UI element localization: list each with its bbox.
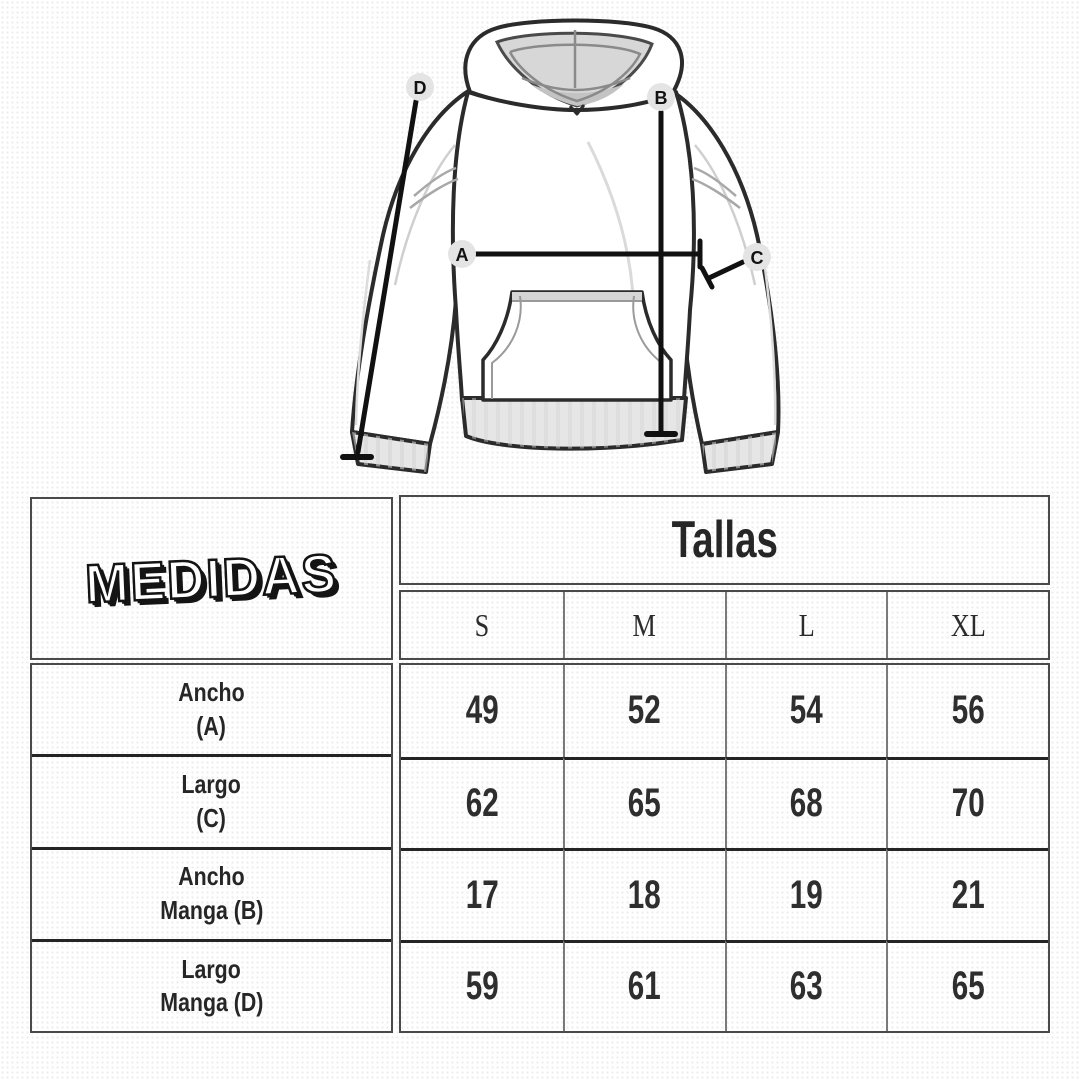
- value-cell: [401, 940, 563, 1032]
- row-label-line: Largo: [181, 769, 242, 800]
- value-cell: [886, 665, 1048, 757]
- size-header-label: M: [632, 606, 657, 643]
- row-label-line: (C): [196, 802, 227, 833]
- value-cell: [725, 757, 887, 849]
- label-d: D: [413, 78, 427, 98]
- size-col-header-xl: [886, 592, 1048, 658]
- value: 54: [789, 688, 823, 733]
- sizes-panel: [399, 495, 1050, 1033]
- tallas-title: Tallas: [671, 511, 778, 569]
- value-cell: [401, 848, 563, 940]
- value-cell: [563, 665, 725, 757]
- medidas-title: MEDIDAS: [84, 543, 339, 614]
- value: 18: [628, 872, 662, 917]
- value: 21: [951, 872, 985, 917]
- label-a: A: [455, 245, 469, 265]
- value: 49: [465, 688, 499, 733]
- size-header-label: XL: [950, 606, 986, 643]
- value-cell: [401, 665, 563, 757]
- row-label-line: Ancho: [178, 676, 245, 707]
- row-label-ancho-a: [32, 665, 391, 754]
- size-header-row: [399, 590, 1050, 660]
- row-label-line: Largo: [181, 953, 242, 984]
- size-col-header-m: [563, 592, 725, 658]
- value: 61: [628, 964, 662, 1009]
- measures-panel: [30, 497, 393, 1033]
- label-c: C: [750, 248, 764, 268]
- row-label-line: Manga (B): [159, 895, 264, 926]
- value: 65: [951, 964, 985, 1009]
- value-cell: [886, 757, 1048, 849]
- value-cell: [563, 757, 725, 849]
- value: 19: [789, 872, 823, 917]
- label-b: B: [654, 88, 668, 108]
- size-values-grid: [399, 663, 1050, 1033]
- value: 59: [465, 964, 499, 1009]
- value-cell: [725, 665, 887, 757]
- value: 52: [628, 688, 662, 733]
- row-label-ancho-manga-b: [32, 847, 391, 939]
- row-label-largo-c: [32, 754, 391, 846]
- value-cell: [401, 757, 563, 849]
- value: 68: [789, 781, 823, 826]
- value: 65: [628, 781, 662, 826]
- row-label-line: Manga (D): [159, 987, 264, 1018]
- row-labels-box: [30, 663, 393, 1033]
- row-label-largo-manga-d: [32, 939, 391, 1031]
- value: 62: [465, 781, 499, 826]
- tallas-header-cell: [399, 495, 1050, 585]
- hoodie-diagram: [0, 0, 1080, 490]
- value-cell: [563, 940, 725, 1032]
- size-header-label: L: [798, 606, 815, 643]
- size-header-label: S: [474, 606, 490, 643]
- value: 17: [465, 872, 499, 917]
- value-cell: [886, 940, 1048, 1032]
- value: 63: [789, 964, 823, 1009]
- value-cell: [563, 848, 725, 940]
- size-col-header-s: [401, 592, 563, 658]
- pocket: [483, 292, 671, 400]
- value-cell: [886, 848, 1048, 940]
- medidas-header-cell: [30, 497, 393, 660]
- row-label-line: Ancho: [178, 861, 245, 892]
- row-label-line: (A): [196, 710, 227, 741]
- value: 70: [951, 781, 985, 826]
- value-cell: [725, 848, 887, 940]
- size-col-header-l: [725, 592, 887, 658]
- value: 56: [951, 688, 985, 733]
- value-cell: [725, 940, 887, 1032]
